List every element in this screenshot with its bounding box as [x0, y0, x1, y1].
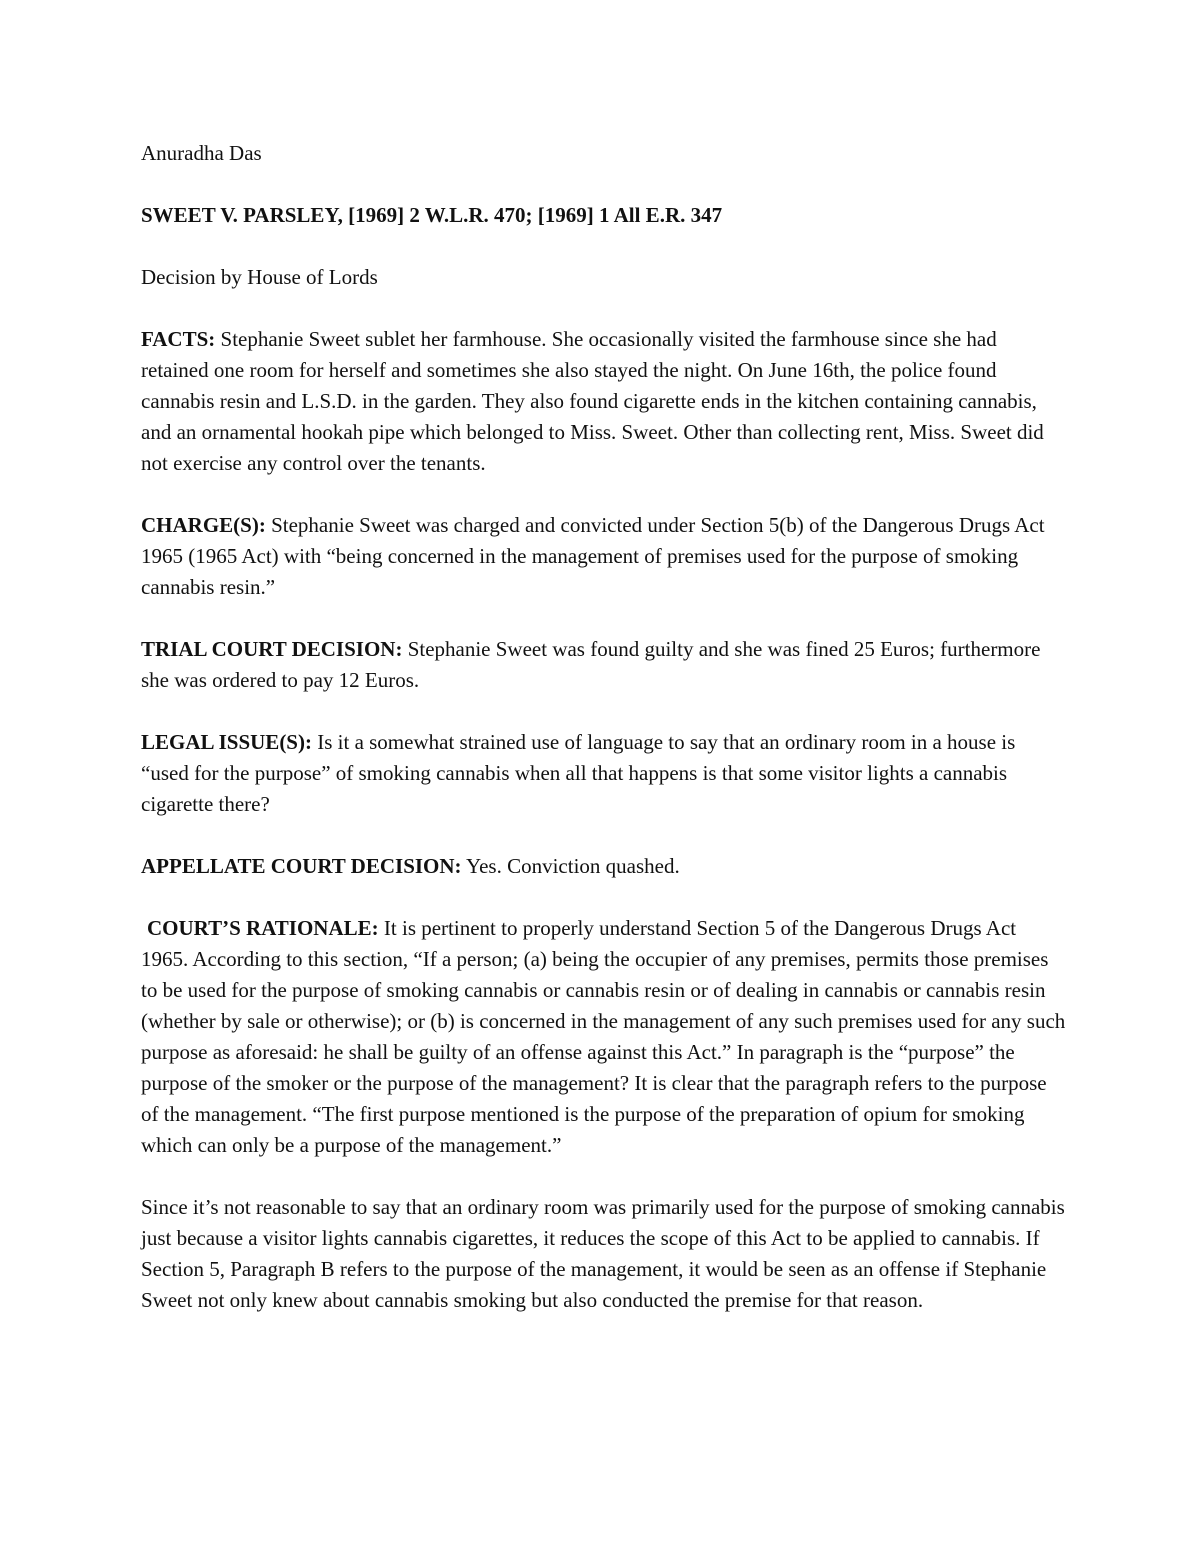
- facts-paragraph: [141, 324, 1066, 479]
- facts-text: Stephanie Sweet sublet her farmhouse. She occasionally visited the farmhouse since she had retained one room for herself and sometimes she also stayed the night. On June 16th, the police found cannabis resin and L.S.D. in the garden. They also found cigarette ends in the kitchen containing cannabis, and an ornamental hookah pipe which belonged to Miss. Sweet. Other than collecting rent, Miss. Sweet did not exercise any control over the tenants.: [141, 327, 1044, 475]
- case-citation: SWEET V. PARSLEY, [1969] 2 W.L.R. 470; [1969] 1 All E.R. 347: [141, 203, 723, 227]
- rationale-label: COURT’S RATIONALE:: [147, 916, 379, 940]
- charges-label: CHARGE(S):: [141, 513, 266, 537]
- rationale-paragraph: [141, 913, 1066, 1161]
- legal-issues-text: Is it a somewhat strained use of language to say that an ordinary room in a house is “used for the purpose” of smoking cannabis when all that happens is that some visitor lights a cannabis cigarette there?: [141, 730, 1016, 816]
- facts-label: FACTS:: [141, 327, 216, 351]
- rationale-text: It is pertinent to properly understand Section 5 of the Dangerous Drugs Act 1965. According to this section, “If a person; (a) being the occupier of any premises, permits those premises to be used for the purpose of smoking cannabis or cannabis resin or of dealing in cannabis or cannabis resin (whether by sale or otherwise); or (b) is concerned in the management of any such premises used for any such purpose as aforesaid: he shall be guilty of an offense against this Act.” In paragraph is the “purpose” the purpose of the smoker or the purpose of the management? It is clear that the paragraph refers to the purpose of the management. “The first purpose mentioned is the purpose of the preparation of opium for smoking which can only be a purpose of the management.”: [141, 916, 1066, 1157]
- legal-issues-paragraph: [141, 727, 1066, 820]
- author-name: Anuradha Das: [141, 141, 262, 165]
- document-page: [141, 138, 1066, 1347]
- closing-paragraph: Since it’s not reasonable to say that an ordinary room was primarily used for the purpose of smoking cannabis just because a visitor lights cannabis cigarettes, it reduces the scope of this Act to be applied to cannabis. If Section 5, Paragraph B refers to the purpose of the management, it would be seen as an offense if Stephanie Sweet not only knew about cannabis smoking but also conducted the premise for that reason.: [141, 1195, 1065, 1312]
- trial-court-text: Stephanie Sweet was found guilty and she was fined 25 Euros; furthermore she was ordered to pay 12 Euros.: [141, 637, 1041, 692]
- legal-issues-label: LEGAL ISSUE(S):: [141, 730, 312, 754]
- appellate-court-label: APPELLATE COURT DECISION:: [141, 854, 462, 878]
- trial-court-paragraph: [141, 634, 1066, 696]
- charges-text: Stephanie Sweet was charged and convicted under Section 5(b) of the Dangerous Drugs Act 1965 (1965 Act) with “being concerned in the management of premises used for the purpose of smoking cannabis resin.”: [141, 513, 1045, 599]
- appellate-court-paragraph: [141, 851, 1066, 882]
- decision-by: Decision by House of Lords: [141, 265, 378, 289]
- charges-paragraph: [141, 510, 1066, 603]
- appellate-court-text: Yes. Conviction quashed.: [461, 854, 680, 878]
- trial-court-label: TRIAL COURT DECISION:: [141, 637, 403, 661]
